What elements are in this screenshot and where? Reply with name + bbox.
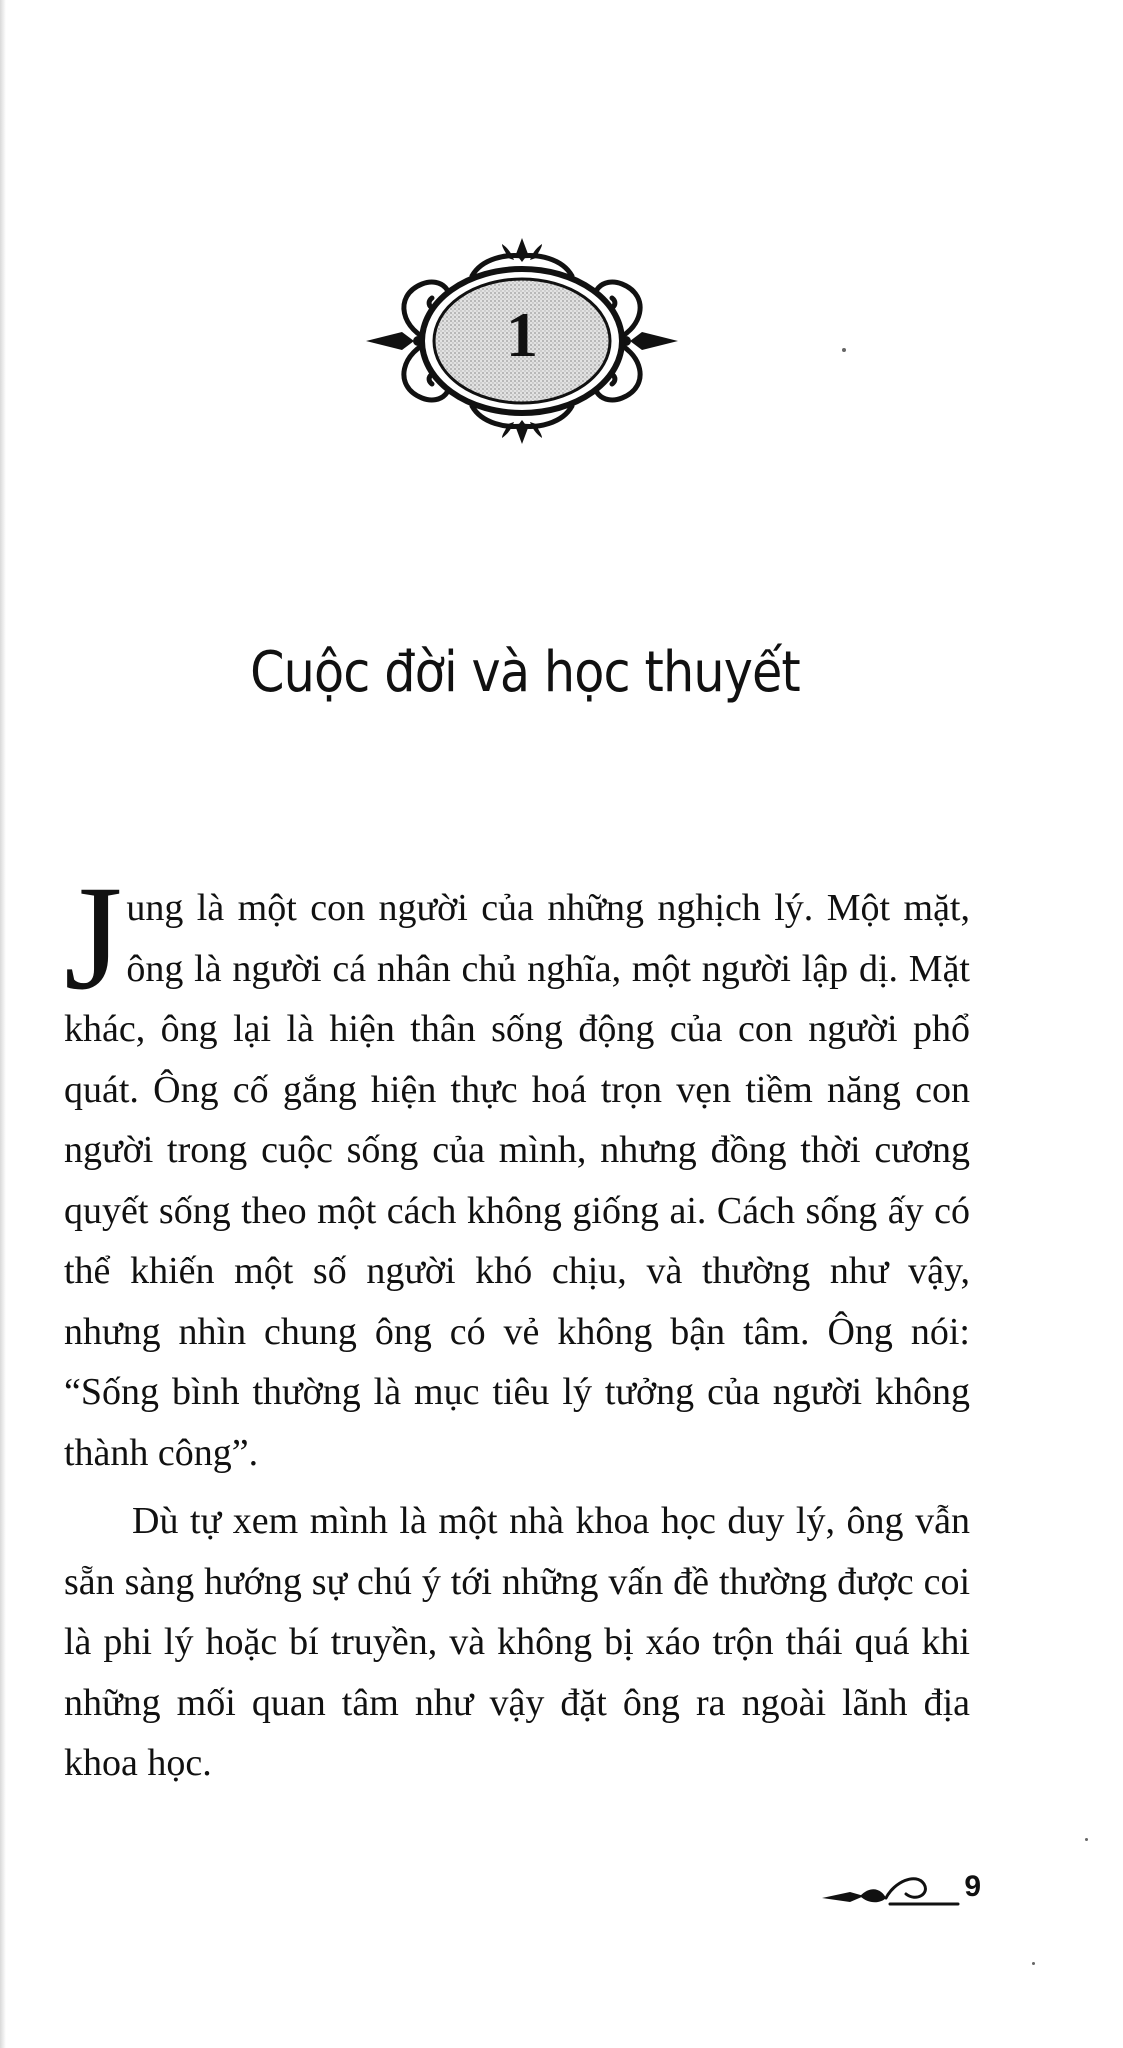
chapter-number: 1 xyxy=(506,299,538,370)
paragraph-1: Jung là một con người của những nghịch lý. Một mặt, ông là người cá nhân chủ nghĩa, một người lập dị. Mặt khác, ông lại là hiện thân sống động của con người phổ quát. Ông cố gắng hiện thực hoá trọn vẹn tiềm năng con người trong cuộc sống của mình, nhưng đồng thời cương quyết sống theo một cách không giống ai. Cách sống ấy có thể khiến một số người khó chịu, và thường như vậy, nhưng nhìn chung ông có vẻ không bận tâm. Ông nói: “Sống bình thường là mục tiêu lý tưởng của người không thành công”. xyxy=(64,855,970,1474)
page-edge xyxy=(0,0,6,2048)
page-number: 9 xyxy=(964,1870,981,1903)
body-text xyxy=(64,855,970,1794)
footer-flourish-icon xyxy=(820,1862,960,1910)
scan-speck xyxy=(1085,1838,1088,1841)
page-footer xyxy=(820,1862,981,1910)
scan-speck xyxy=(1032,1962,1035,1965)
chapter-title: Cuộc đời và học thuyết xyxy=(250,640,800,705)
paragraph-2: Dù tự xem mình là một nhà khoa học duy lý, ông vẫn sẵn sàng hướng sự chú ý tới những vấn đề thường được coi là phi lý hoặc bí truyền, và không bị xáo trộn thái quá khi những mối quan tâm như vậy đặt ông ra ngoài lãnh địa khoa học. xyxy=(64,1500,970,1784)
scan-speck xyxy=(842,348,846,352)
